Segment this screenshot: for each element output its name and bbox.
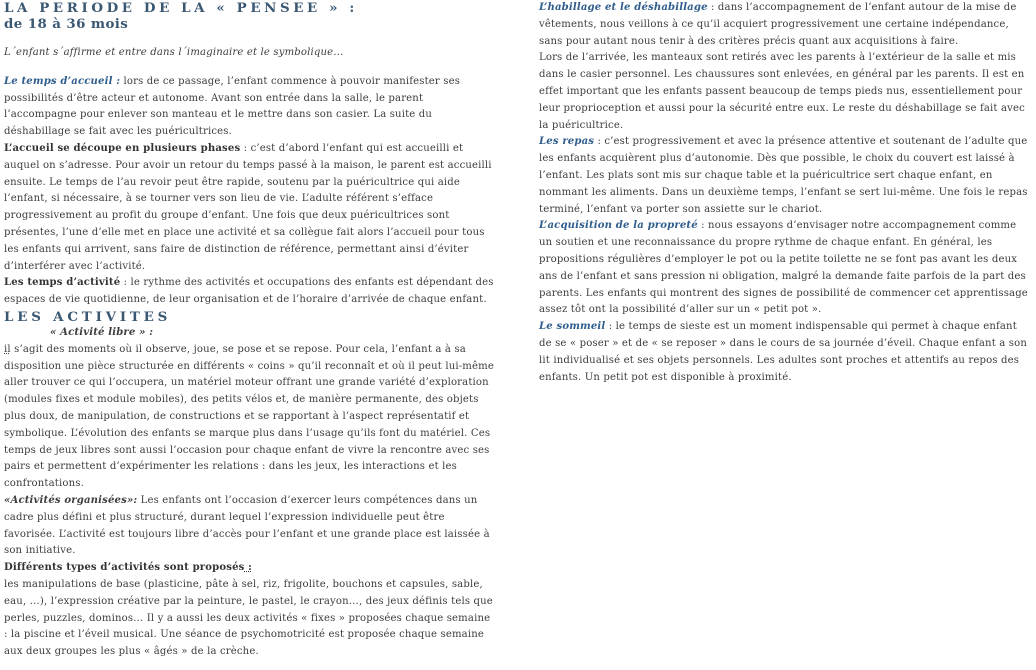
proprete-text: : nous essayons d’envisager notre accompagnement comme un soutien et une reconnaissance du propre rythme de chaque enfant. En général, les propositions régulières d’employer le pot ou la petite toilette ne se font pas avant les deux ans de l’enfant et sans pression ni obligation, malgré la demande faite parfois de la part des parents. Les enfants qui montrent des signes de possibilité de commencer cet apprentissage assez tôt ont la possibilité d’aller sur un « petit pot ». <box>539 220 1028 316</box>
page-title: LA PERIODE DE LA « PENSEE » : <box>4 0 358 16</box>
paragraph-habillage <box>539 0 1029 50</box>
paragraph-arrivee: Lors de l’arrivée, les manteaux sont retirés avec les parents à l’extérieur de la salle et mis dans le casier personnel. Les chaussures sont enlevées, en général par les parents. Il est en effet important que les enfants passent beaucoup de temps pieds nus, essentiellement pour leur proprioception et aussi pour la sécurité entre eux. Le reste du déshabillage se fait avec la puéricultrice. <box>539 52 1025 131</box>
activite-libre-label: « Activité libre » : <box>50 326 154 338</box>
repas-text: : c’est progressivement et avec la présence attentive et soutenant de l’adulte que les enfants acquièrent plus d’autonomie. Dès que possible, le choix du couvert est laissé à l’enfant. Les plats sont mis sur chaque table et la puéricultrice sert chaque enfant, en nommant les aliments. Dans un deuxième temps, l’enfant se sert lui-même. Une fois le repas terminé, l’enfant va porter son assiette sur le chariot. <box>539 136 1028 215</box>
types-heading <box>4 560 496 577</box>
accueil-label: Le temps d’accueil : <box>4 75 121 87</box>
page-subtitle: de 18 à 36 mois <box>4 16 129 32</box>
repas-label: Les repas <box>539 136 595 148</box>
libre-text: s’agit des moments où il observe, joue, se pose et se repose. Pour cela, l’enfant a à sa disposition une pièce structurée en différents « coins » qu’il reconnaît et où il peut lui-même aller trouver ce qui l’occupera, un matériel moteur offrant une grande variété d’exploration (modules fixes et module mobiles), des petits vélos et, de manière permanente, des objets plus doux, de manipulation, de constructions et se rapportant à l’aspect représentatif et symbolique. L’évolution des enfants se marque plus dans l’usage qu’ils font du matériel. Ces temps de jeux libres sont aussi l’occasion pour chaque enfant de vivre la rencontre avec ses pairs et permettent d’expérimenter les relations : dans les jeux, les interactions et les confrontations. <box>4 343 494 490</box>
paragraph-organisees <box>4 493 496 560</box>
intro-text: L´enfant s´affirme et entre dans l´imaginaire et le symbolique… <box>4 47 344 58</box>
activite-text: : le rythme des activités et occupations des enfants est dépendant des espaces de vie quotidienne, de leur organisation et de l’horaire d’arrivée de chaque enfant. <box>4 277 494 306</box>
accueil-text: lors de ce passage, l’enfant commence à pouvoir manifester ses possibilités d’être acteur et autonome. Avant son entrée dans la salle, le parent l’accompagne pour enlever son manteau et le mettre dans son casier. La suite du déshabillage se fait avec les puéricultrices. <box>4 75 461 138</box>
libre-first-word: il <box>4 343 11 355</box>
paragraph-types: les manipulations de base (plasticine, pâte à sel, riz, frigolite, bouchons et capsules, sable, eau, …), l’expression créative par la peinture, le pastel, le crayon…, des jeux définis tels que perles, puzzles, dominos… Il y a aussi les deux activités « fixes » proposées chaque semaine : la piscine et l’éveil musical. Une séance de psychomotricité est proposée chaque semaine aux deux groupes les plus « âgés » de la crèche. <box>4 578 493 658</box>
types-colon: : <box>244 562 253 574</box>
phases-text: : c’est d’abord l’enfant qui est accueilli et auquel on s’adresse. Pour avoir un retour du temps passé à la maison, le parent est accueilli ensuite. Le temps de l’au revoir peut être rapide, soutenu par la puéricultrice qui aide l’enfant, si nécessaire, à se tourner vers son lieu de vie. L’adulte référent s’efface progressivement au profit du groupe d’enfant. Une fois que deux puéricultrices sont présentes, l’une d’elle met en place une activité et sa collègue fait alors l’accueil pour tous les enfants qui arrivent, sans faire de distinction de référence, permettant ainsi d’éviter d’interférer avec l’activité. <box>4 142 492 272</box>
organisees-text: Les enfants ont l’occasion d’exercer leurs compétences dans un cadre plus défini et plus structuré, durant lequel l’expression individuelle peut être favorisée. L’activité est toujours libre d’accès pour l’enfant et une grande place est laissée à son initiative. <box>4 494 490 557</box>
habillage-label: L’habillage et le déshabillage <box>539 2 708 13</box>
habillage-text: : dans l’accompagnement de l’enfant autour de la mise de vêtements, nous veillons à ce qu’il acquiert progressivement une certaine indépendance, sans pour autant nous tenir à des critères précis quant aux acquisitions à faire. <box>539 2 1017 47</box>
sommeil-label: Le sommeil <box>539 321 606 333</box>
proprete-label: L’acquisition de la propreté <box>539 220 698 232</box>
paragraph-proprete <box>539 218 1029 319</box>
organisees-label: «Activités organisées»: <box>4 494 138 506</box>
phases-label: L’accueil se découpe en plusieurs phases <box>4 142 241 154</box>
paragraph-sommeil <box>539 319 1029 386</box>
paragraph-repas <box>539 134 1029 218</box>
activite-label: Les temps d’activité <box>4 277 121 289</box>
left-column <box>4 0 496 661</box>
paragraph-activite <box>4 275 496 309</box>
section-heading-activites: LES ACTIVITES <box>4 308 172 325</box>
paragraph-phases <box>4 141 496 275</box>
right-column <box>539 0 1029 386</box>
sommeil-text: : le temps de sieste est un moment indispensable qui permet à chaque enfant de se « poser » et de « se reposer » dans le cours de sa journée d’éveil. Chaque enfant a son lit individualisé et ses objets personnels. Les adultes sont proches et attentifs au repos des enfants. Un petit pot est disponible à proximité. <box>539 321 1028 383</box>
paragraph-libre <box>4 342 496 493</box>
types-label: Différents types d’activités sont proposés <box>4 562 245 574</box>
paragraph-accueil <box>4 74 496 141</box>
